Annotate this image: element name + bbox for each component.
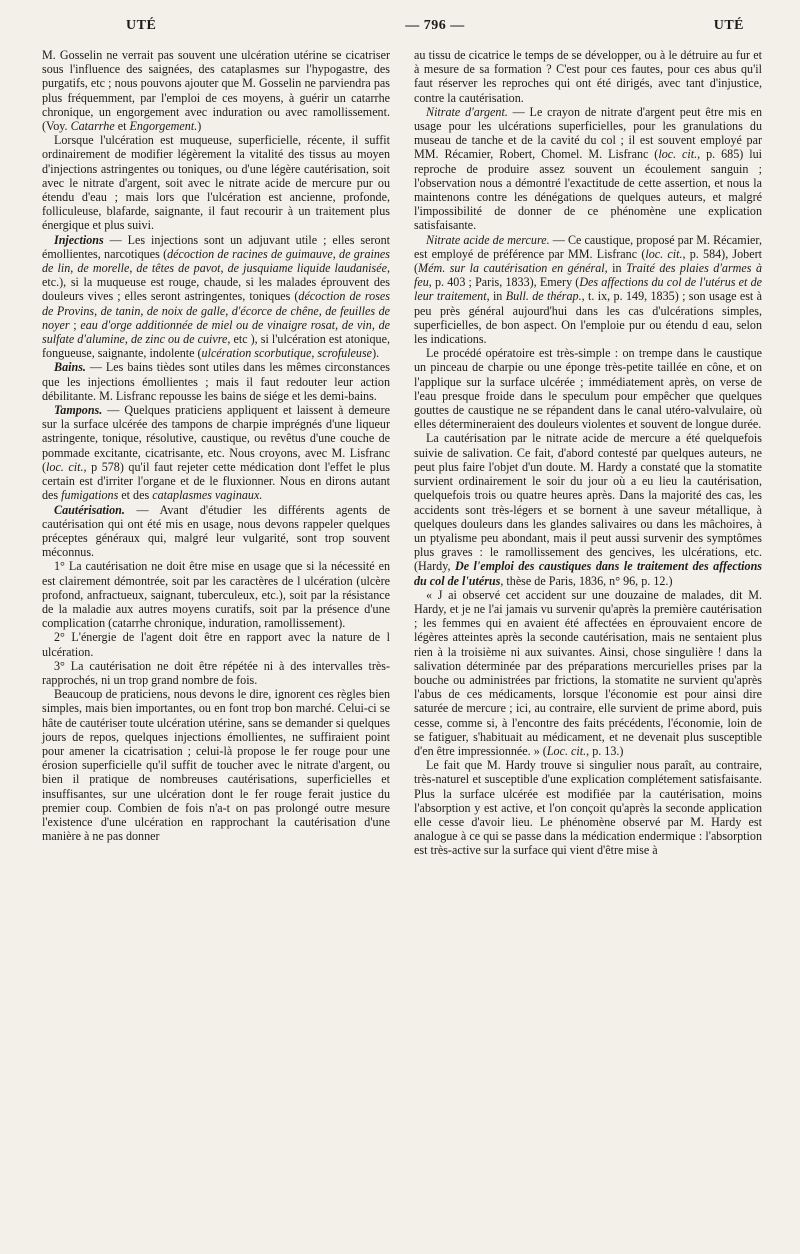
text-run: Beaucoup de praticiens, nous devons le dire, ignorent ces règles bien simples, mais bien importantes, ou en font trop bon marché. Celui-ci se hâte de cautériser toute ulcération utérine, sans se demander si quelques jours de repos, quelques injections émollientes, ne suffiraient point pour amener la cicatrisation ; celui-là propose le fer rouge pour une érosion superficielle qu'il suffit de toucher avec le nitrate d'argent, ou bien il pratique de nombreuses cautérisations, superficielles et insuffisantes, sur une ulcération dont le fer rouge ferait justice du premier coup. Combien de fois n'a-t on pas prolongé outre mesure l'existence d'une ulcération en rapprochant la cautérisation d'une manière à ne pas donner — [42, 687, 390, 844]
text-run: décoction de roses de Provins, de tanin, de noix de galle, d'écorce de chêne, de feuilles de noyer — [42, 289, 390, 332]
paragraph — [414, 346, 762, 431]
text-run: loc. cit. — [658, 147, 698, 162]
paragraph — [414, 48, 762, 105]
text-run: , t. ix, p. 149, 1835) ; son usage est à peu près général aujourd'hui dans les cas d'ulcérations simples, superficielles, de bon aspect. On l'emploie pur ou étendu d eau, selon les indications. — [414, 289, 763, 347]
text-run: eau d'orge additionnée de miel ou de vinaigre rosat, de vin, de sulfate d'alumine, de zinc ou de cuivre — [42, 317, 390, 347]
text-run: , p. 403 ; Paris, 1833), Emery ( — [428, 275, 580, 290]
text-run: ) — [197, 119, 202, 134]
text-run: De l'emploi des caustiques dans le traitement des affections du col de l'utérus — [414, 559, 762, 588]
text-run: La cautérisation par le nitrate acide de mercure a été quelquefois suivie de salivation. Ce fait, d'abord contesté par quelques auteurs, ne peut plus faire l'objet d'un doute. M. Hardy a constaté que la stomatite survient ordinairement le soir du jour où a eu lieu la cautérisation, quelquefois trois ou quatre heures après. Dans la majorité des cas, les accidents sont très-légers et se bornent à une saveur métallique, à quelques douleurs dans les glandes salivaires ou dans les mâchoires, à un ptyalisme peu abondant, mais il peut aussi survenir des symptômes plus graves : le ramollissement des gencives, les ulcérations, etc. (Hardy, — [414, 431, 762, 574]
text-run: décoction de racines de guimauve, de graines de lin, de morelle, de têtes de pavot, de jusquiame liquide laudanisée — [42, 246, 391, 276]
paragraph — [42, 659, 390, 687]
text-run: cataplasmes vaginaux. — [152, 488, 263, 503]
text-run: au tissu de cicatrice le temps de se développer, ou à le détruire au fur et à mesure de sa formation ? C'est pour ces fautes, pour ces abus qu'il faut réserver les reproches qui ont été dirigés, avec tant d'injustice, contre la cautérisation. — [414, 48, 762, 105]
text-run: ; — [69, 317, 81, 332]
text-run: Engorgement. — [129, 119, 198, 134]
text-run: loc. cit. — [46, 459, 84, 474]
paragraph — [42, 687, 390, 843]
text-run: Bains. — [54, 360, 86, 375]
text-run: — Ce caustique, proposé par M. Récamier, est employé de préférence par MM. Lisfranc ( — [414, 232, 762, 261]
text-run: fumigations — [61, 488, 119, 503]
paragraph — [42, 48, 390, 133]
text-run: 3° La cautérisation ne doit être répétée ni à des intervalles très-rapprochés, ni un trop grand nombre de fois. — [42, 658, 390, 687]
text-run: 1° La cautérisation ne doit être mise en usage que si la nécessité en est clairement démontrée, soit par les caractères de l ulcération (ulcère profond, anfractueux, saignant, tuberculeux, etc.), soit par la résistance de la maladie aux autres moyens curatifs, soit par la présence d'une complication (catarrhe chronique, induration, ramollissement). — [42, 559, 390, 631]
header-left: UTÉ — [126, 18, 157, 33]
text-run: Cautérisation. — [54, 502, 125, 517]
text-run: ulcération scorbutique, scrofuleuse — [201, 346, 373, 361]
text-columns — [42, 48, 762, 858]
text-run: Des affections du col de l'utérus et de leur traitement — [414, 275, 762, 304]
text-run: — Le crayon de nitrate d'argent peut être mis en usage pour les ulcérations superficielles, pour les granulations du museau de tanche et de la cavité du col ; il est souvent employé par MM. Récamier, Robert, Chomel. M. Lisfranc ( — [414, 104, 762, 162]
text-run: Loc. cit. — [546, 743, 587, 758]
text-run: , etc.), si la muqueuse est rouge, chaude, si les malades éprouvent des douleurs vives ; elles seront astringentes, toniques ( — [42, 261, 390, 304]
text-run: — Les injections sont un adjuvant utile ; elles seront émollientes, narcotiques ( — [42, 232, 390, 261]
text-run: Injections — [54, 232, 104, 247]
text-run: « J ai observé cet accident sur une douzaine de malades, dit M. Hardy, et je ne l'ai jamais vu survenir qu'après la première cautérisation ; les femmes qui en avaient été affectées en éprouvaient encore de légères atteintes après la seconde cautérisation, mais ne sentaient plus rien à la troisième ni aux suivantes. Ainsi, chose singulière ! dans la salivation déterminée par des préparations mercurielles prises par la bouche ou administrées par frictions, la stomatite ne survient qu'après l'abus de ces médicaments, lorsque l'économie est pour ainsi dire saturée de mercure ; ici, au contraire, elle survient de prime abord, puis cesse, comme si, à l'encontre des faits précédents, l'économie, loin de se fatiguer, s'habituait au médicament, et ne devenait plus susceptible d'en être impressionnée. » ( — [414, 587, 762, 758]
header-right: UTÉ — [713, 18, 744, 33]
paragraph — [414, 758, 762, 857]
paragraph — [42, 233, 390, 361]
text-run: loc. cit. — [645, 246, 683, 261]
text-run: , in — [604, 261, 626, 276]
text-run: Le fait que M. Hardy trouve si singulier nous paraît, au contraire, très-naturel et susceptible d'une explication complétement satisfaisante. Plus la surface ulcérée est modifiée par la cautérisation, moins l'absorption y est active, et l'on conçoit qu'après la seconde application elle cesse d'avoir lieu. Le phénomène observé par M. Hardy est analogue à ce qui se passe dans la médication endermique : l'absorption est très-active sur la surface qui vient d'être mise à — [414, 758, 762, 858]
paragraph — [414, 233, 762, 347]
paragraph — [414, 105, 762, 233]
text-run: ). — [372, 346, 380, 361]
paragraph — [42, 630, 390, 658]
page-number: — 796 — — [405, 18, 465, 33]
text-run: Nitrate d'argent. — [426, 104, 508, 119]
text-run: Mém. sur la cautérisation en général — [418, 261, 605, 276]
text-run: , etc ), si l'ulcération est atonique, fongueuse, saignante, indolente ( — [42, 332, 390, 361]
paragraph — [414, 431, 762, 587]
text-run: , thèse de Paris, 1836, n° 96, p. 12.) — [500, 573, 673, 588]
text-run: et des — [118, 488, 153, 503]
paragraph — [42, 559, 390, 630]
left-column — [42, 48, 390, 858]
text-run: Nitrate acide de mercure. — [426, 232, 550, 247]
text-run: et — [114, 119, 130, 134]
text-run: Tampons. — [54, 403, 103, 418]
paragraph — [42, 503, 390, 560]
text-run: Catarrhe — [70, 119, 115, 134]
right-column — [414, 48, 762, 858]
text-run: Lorsque l'ulcération est muqueuse, superficielle, récente, il suffit ordinairement de modifier légèrement la vitalité des tissus au moyen d'injections astringentes ou toniques, ou d'une légère cautérisation, soit avec le nitrate d'argent, soit avec le nitrate acide de mercure pur ou étendu d'eau ; mais lors que l'ulcération est ancienne, profonde, folliculeuse, blafarde, saignante, il faut recourir à un traitement plus énergique et plus suivi. — [42, 133, 390, 233]
text-run: Traité des plaies d'armes à feu — [414, 261, 762, 290]
running-header — [42, 18, 762, 44]
text-run: — Quelques praticiens appliquent et laissent à demeure sur la surface ulcérée des tampons de charpie imprégnés d'une liqueur astringente, tonique, résolutive, caustique, ou revêtus d'une couche de pommade excitante, cicatrisante, etc. Nous croyons, avec M. Lisfranc ( — [42, 403, 390, 474]
paragraph — [42, 403, 390, 502]
paragraph — [42, 360, 390, 403]
text-run: Le procédé opératoire est très-simple : on trempe dans le caustique un pinceau de charpie ou une éponge très-petite taillée en cône, et on l'applique sur la surface ulcérée ; immédiatement après, on verse de l'eau presque froide dans le speculum pour empêcher que quelques gouttes de caustique ne se répandent dans le canal utéro-valvulaire, où elles détermineraient des douleurs violentes et souvent de longue durée. — [414, 346, 762, 432]
text-run: , in — [486, 289, 506, 304]
text-run: — Avant d'étudier les différents agents de cautérisation qui ont été mis en usage, nous devons rappeler quelques préceptes généraux qui, malgré leur vulgarité, sont trop souvent méconnus. — [42, 502, 390, 560]
text-run: , p. 584), Jobert ( — [414, 246, 762, 276]
paragraph — [42, 133, 390, 232]
text-run: 2° L'énergie de l'agent doit être en rapport avec la nature de l ulcération. — [42, 630, 390, 659]
text-run: , p 578) qu'il faut rejeter cette médication dont l'effet le plus certain est d'irriter l'organe et de le fluxionner. Nous en dirons autant des — [42, 459, 390, 503]
text-run: Bull. de thérap. — [505, 289, 582, 304]
text-run: M. Gosselin ne verrait pas souvent une ulcération utérine se cicatriser sous l'influence des saignées, des cataplasmes sur l'hypogastre, des purgatifs, etc ; nous pouvons ajouter que M. Gosselin ne parviendra pas plus fréquemment, par l'emploi de ces moyens, à guérir un catarrhe chronique, un engorgement avec induration ou avec ramollissement. (Voy. — [42, 48, 390, 134]
text-run: , p. 13.) — [586, 743, 624, 758]
text-run: , p. 685) lui reproche de produire assez souvent un écoulement sanguin ; l'observation nous a démontré l'exactitude de cette assertion, et nous la maintenons contre les dénégations de quelques auteurs, et malgré l'impossibilité de donner de ce phénomène une explication satisfaisante. — [414, 147, 762, 233]
text-run: — Les bains tièdes sont utiles dans les mêmes circonstances que les injections émollientes ; mais il faut redouter leur action débilitante. M. Lisfranc repousse les bains de siége et les demi-bains. — [42, 360, 390, 403]
paragraph — [414, 588, 762, 758]
